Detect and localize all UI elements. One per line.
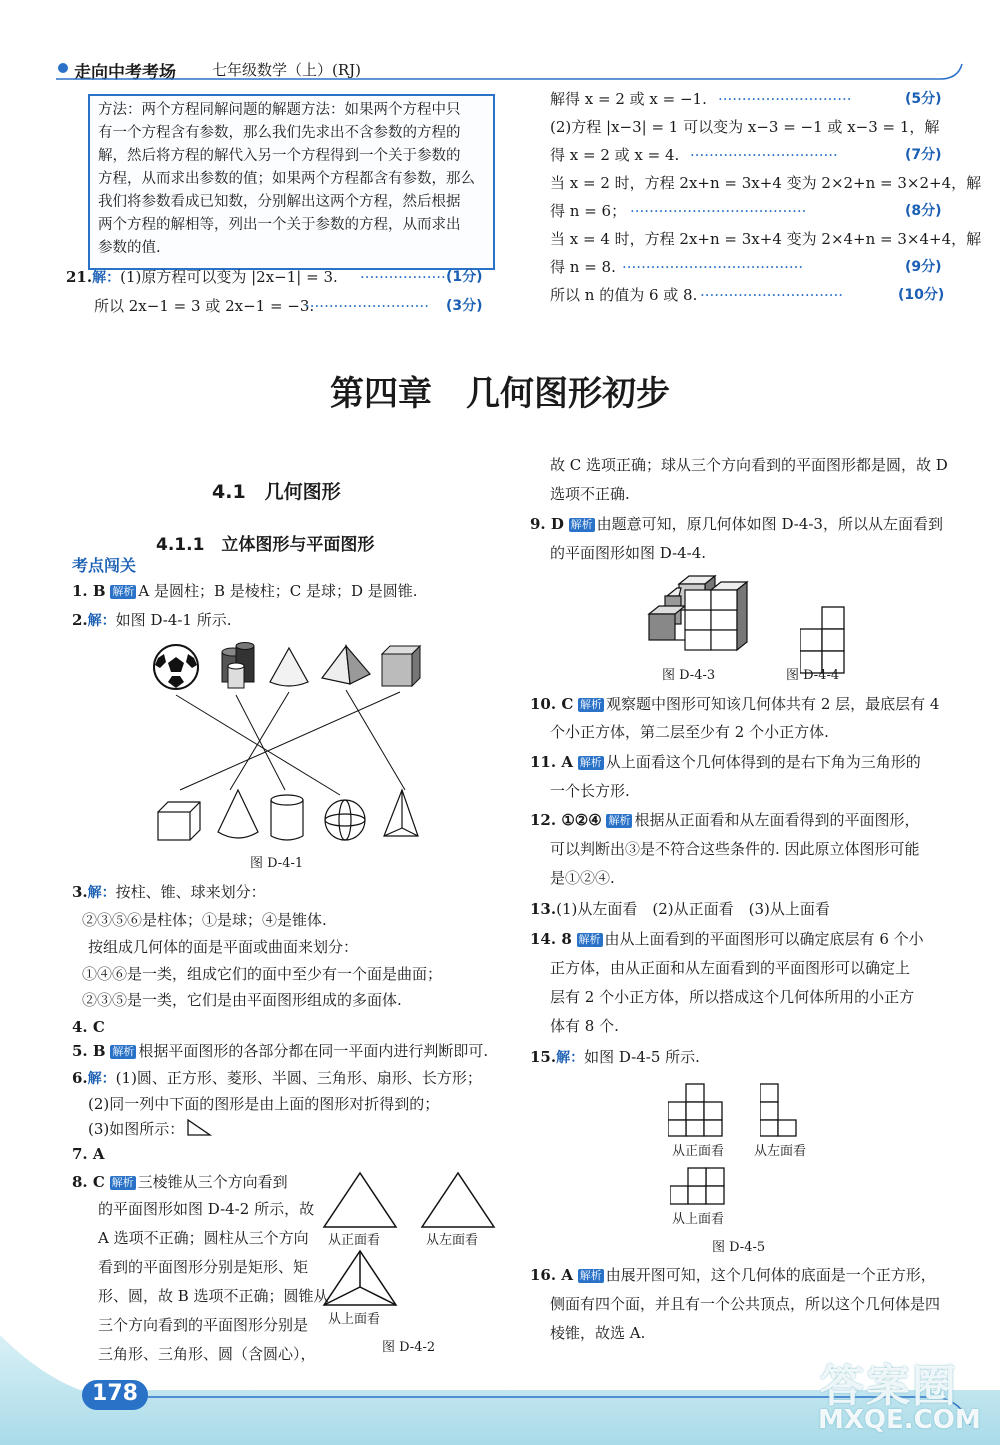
method-line: 方法：两个方程同解问题的解题方法：如果两个方程中只 [98, 102, 461, 118]
q3-line: 按组成几何体的面是平面或曲面来划分： [88, 938, 359, 956]
figure-d-4-5-front [668, 1082, 728, 1138]
analysis-tag: 解析 [580, 698, 603, 711]
q6: 6.解：(1)圆、正方形、菱形、半圆、三角形、扇形、长方形； [72, 1069, 482, 1087]
view-label: 从正面看 [672, 1144, 725, 1159]
analysis-tag: 解析 [570, 518, 593, 531]
solution-line: 得 n = 8. [550, 258, 616, 276]
figure-caption: 图 D-4-5 [712, 1240, 766, 1255]
score-label: (1分) [446, 269, 483, 285]
q14-line: 体有 8 个. [550, 1017, 619, 1035]
cylinder-outline-icon [271, 795, 303, 840]
q11: 11. A 解析 从上面看这个几何体得到的是右下角为三角形的 [530, 753, 921, 771]
q16-line: 棱锥，故选 A. [550, 1324, 646, 1342]
pyramid-icon [322, 646, 370, 684]
solution-line: 当 x = 4 时，方程 2x+n = 3x+4 变为 2×4+n = 3×4+4，解 [550, 230, 982, 248]
score-label: (3分) [446, 298, 483, 314]
q8-line: 三个方向看到的平面图形分别是 [98, 1316, 309, 1334]
analysis-tag: 解析 [111, 1176, 134, 1189]
q16-line: 侧面有四个面，并且有一个公共顶点，所以这个几何体是四 [550, 1295, 941, 1313]
q4: 4. C [72, 1018, 105, 1036]
q12: 12. ①②④ 解析 根据从正面看和从左面看得到的平面图形， [530, 811, 920, 829]
sphere-outline-icon [325, 800, 365, 840]
header-series: 走向中考考场 [74, 63, 176, 83]
page-number: 178 [92, 1381, 138, 1406]
q12-line: 是①②④. [550, 869, 615, 887]
q1: 1. B 解析 A 是圆柱；B 是棱柱；C 是球；D 是圆锥. [72, 582, 418, 600]
q8-line: 形、圆，故 B 选项不正确；圆锥从 [98, 1287, 329, 1305]
dot-leader: ······································ [622, 258, 804, 276]
figure-caption: 图 D-4-2 [382, 1340, 436, 1355]
dot-leader: ······························ [700, 286, 844, 304]
q3-line: ②③⑤⑥是柱体；①是球；④是锥体. [82, 911, 327, 929]
solution-line: 得 x = 2 或 x = 4. [550, 146, 680, 164]
q21-line2: 所以 2x−1 = 3 或 2x−1 = −3. [94, 297, 315, 315]
q11-line2: 一个长方形. [550, 782, 630, 800]
figure-caption: 图 D-4-1 [250, 856, 304, 871]
q8-line: 三角形、三角形、圆（含圆心）， [98, 1345, 316, 1363]
view-label: 从正面看 [328, 1233, 381, 1248]
kaodian-heading: 考点闯关 [72, 556, 137, 575]
dot-leader: ······························· [690, 146, 838, 164]
solution-line: 所以 n 的值为 6 或 8. [550, 286, 698, 304]
analysis-tag: 解析 [112, 585, 135, 598]
q16: 16. A 解析 由展开图可知，这个几何体的底面是一个正方形， [530, 1266, 936, 1284]
q21-line1: 21.解：(1)原方程可以变为 |2x−1| = 3. [66, 268, 338, 286]
q10-line2: 个小正方体，第二层至少有 2 个小正方体. [550, 723, 829, 741]
q2: 2.解：如图 D-4-1 所示. [72, 611, 232, 629]
q9-line2: 的平面图形如图 D-4-4. [550, 544, 707, 562]
cube-icon [382, 646, 420, 686]
score-label: (10分) [898, 287, 945, 303]
q3-line: ②③⑤是一类，它们是由平面图形组成的多面体. [82, 991, 402, 1009]
solution-line: 得 n = 6； [550, 202, 627, 220]
method-line: 参数的值. [98, 240, 161, 256]
view-label: 从左面看 [754, 1144, 807, 1159]
method-line: 方程，从而求出参数的值；如果两个方程都含有参数，那么 [98, 171, 475, 187]
dot-leader: ·························· [305, 297, 429, 315]
analysis-tag: 解析 [578, 933, 601, 946]
figure-caption: 图 D-4-4 [786, 668, 840, 683]
dot-leader: ····································· [630, 202, 807, 220]
analysis-tag: 解析 [608, 814, 631, 827]
q8-line: 的平面图形如图 D-4-2 所示，故 [98, 1200, 315, 1218]
method-line: 解，然后将方程的解代入另一个方程得到一个关于参数的 [98, 148, 461, 164]
q3-line: ①④⑥是一类，组成它们的面中至少有一个面是曲面； [82, 965, 443, 983]
q6-line3: (3)如图所示： [88, 1120, 185, 1138]
header-book: 七年级数学（上）(RJ) [212, 61, 362, 79]
q8: 8. C 解析 三棱锥从三个方向看到 [72, 1173, 288, 1191]
subsection-title: 4.1.1 立体图形与平面图形 [156, 535, 375, 555]
cone-outline-icon [218, 790, 258, 838]
figure-caption: 图 D-4-3 [662, 668, 716, 683]
q8-line: A 选项不正确；圆柱从三个方向 [98, 1229, 309, 1247]
cylinders-icon [222, 643, 254, 689]
view-label: 从左面看 [426, 1233, 479, 1248]
analysis-tag: 解析 [579, 756, 602, 769]
analysis-tag: 解析 [112, 1045, 135, 1058]
q8-line: 看到的平面图形分别是矩形、矩 [98, 1258, 309, 1276]
method-line: 我们将参数看成已知数，分别解出这两个方程，然后根据 [98, 194, 461, 210]
watermark-url: MXQE.COM [818, 1405, 981, 1435]
triangular-pyramid-outline-icon [384, 790, 418, 836]
score-label: (9分) [905, 259, 942, 275]
header-rule [0, 0, 1000, 90]
figure-d-4-3 [645, 574, 755, 654]
view-label: 从上面看 [328, 1312, 381, 1327]
method-box [88, 94, 495, 270]
q14-line: 正方体，由从正面和从左面看到的平面图形可以确定上 [550, 959, 911, 977]
watermark-text: 答案圈 [820, 1361, 958, 1412]
solution-line: 解得 x = 2 或 x = −1. [550, 90, 707, 108]
q10: 10. C 解析 观察题中图形可知该几何体共有 2 层，最底层有 4 [530, 695, 940, 713]
q5: 5. B 解析 根据平面图形的各部分都在同一平面内进行判断即可. [72, 1042, 489, 1060]
figure-d-4-5-top [670, 1166, 736, 1206]
figure-d-4-5-left [760, 1082, 820, 1138]
method-line: 两个方程的解相等，列出一个关于参数的方程，从而求出 [98, 217, 461, 233]
score-label: (7分) [905, 147, 942, 163]
q6-line2: (2)同一列中下面的图形是由上面的图形对折得到的； [88, 1095, 440, 1113]
q14: 14. 8 解析 由从上面看到的平面图形可以确定底层有 6 个小 [530, 930, 924, 948]
dot-leader: ···························· [718, 90, 852, 108]
cont-line: 选项不正确. [550, 485, 630, 503]
q9: 9. D 解析 由题意可知，原几何体如图 D-4-3，所以从左面看到 [530, 515, 943, 533]
q3: 3.解：按柱、锥、球来划分： [72, 883, 266, 901]
q12-line: 可以判断出③是不符合这些条件的. 因此原立体图形可能 [550, 840, 920, 858]
section-title: 4.1 几何图形 [212, 481, 341, 503]
method-line: 有一个方程含有参数，那么我们先求出不含参数的方程的 [98, 125, 461, 141]
solution-line: 当 x = 2 时，方程 2x+n = 3x+4 变为 2×2+n = 3×2+4，解 [550, 174, 982, 192]
dot-leader: ·················· [360, 268, 446, 286]
solution-line: (2)方程 |x−3| = 1 可以变为 x−3 = −1 或 x−3 = 1，解 [550, 118, 940, 136]
figure-d-4-1 [150, 640, 430, 855]
view-label: 从上面看 [672, 1212, 725, 1227]
right-triangle-icon [186, 1118, 216, 1138]
prism-icon [158, 802, 200, 840]
q7: 7. A [72, 1145, 105, 1163]
soccer-ball-icon [154, 645, 198, 689]
q15: 15.解：如图 D-4-5 所示. [530, 1048, 700, 1066]
q14-line: 层有 2 个小正方体，所以搭成这个几何体所用的小正方 [550, 988, 915, 1006]
q13: 13.(1)从左面看 (2)从正面看 (3)从上面看 [530, 900, 830, 918]
analysis-tag: 解析 [579, 1269, 602, 1282]
score-label: (8分) [905, 203, 942, 219]
cone-icon [270, 648, 308, 686]
score-label: (5分) [905, 91, 942, 107]
cont-line: 故 C 选项正确；球从三个方向看到的平面图形都是圆，故 D [550, 456, 948, 474]
chapter-title: 第四章 几何图形初步 [330, 374, 670, 414]
